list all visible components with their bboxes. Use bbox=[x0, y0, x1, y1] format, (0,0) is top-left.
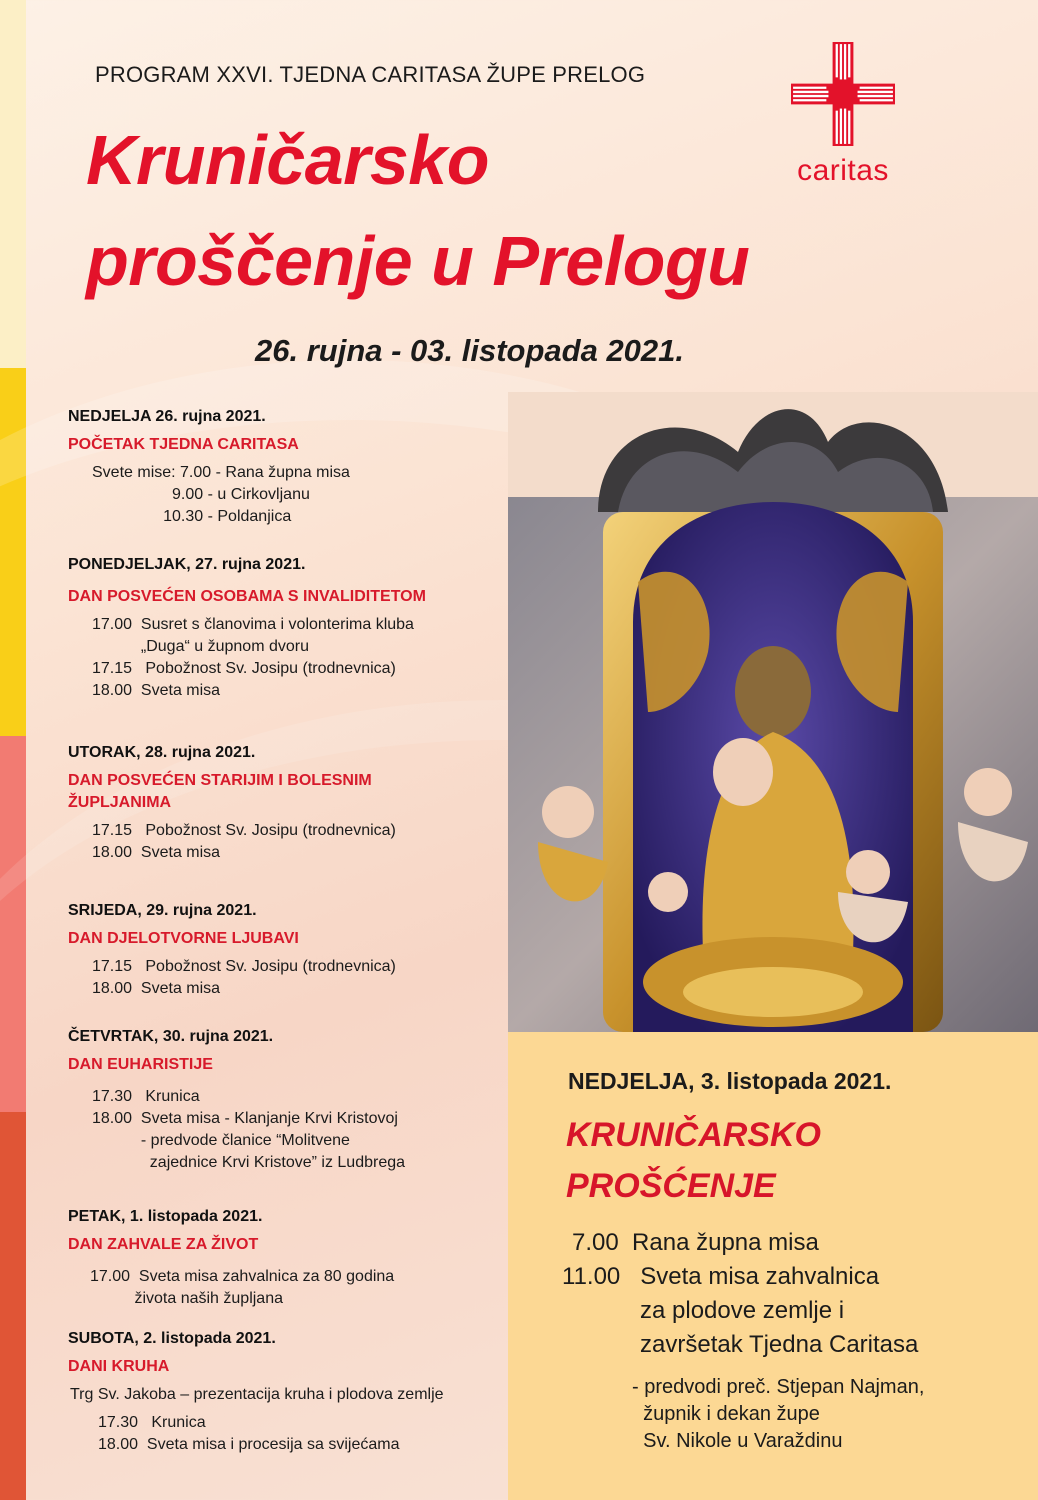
title-line-1: Kruničarsko bbox=[86, 121, 489, 199]
day-theme: DAN POSVEĆEN OSOBAMA S INVALIDITETOM bbox=[68, 588, 426, 605]
schedule-entry: 17.15 Pobožnost Sv. Josipu (trodnevnica) bbox=[92, 822, 396, 839]
final-day-title-line-2: PROŠĆENJE bbox=[566, 1167, 776, 1205]
schedule-entry: 18.00 Sveta misa - Klanjanje Krvi Kristovoj bbox=[92, 1110, 398, 1127]
stripe-yellow bbox=[0, 368, 26, 736]
schedule-entry: Trg Sv. Jakoba – prezentacija kruha i plodova zemlje bbox=[70, 1386, 444, 1403]
day-block bbox=[68, 556, 518, 702]
final-day-box bbox=[508, 1032, 1038, 1500]
day-theme: DAN ZAHVALE ZA ŽIVOT bbox=[68, 1236, 259, 1253]
final-day-note: Sv. Nikole u Varaždinu bbox=[632, 1430, 843, 1452]
title-line-2: proščenje u Prelogu bbox=[86, 222, 750, 300]
caritas-logo bbox=[778, 42, 908, 212]
day-block bbox=[68, 408, 518, 528]
final-day-entry: 11.00 Sveta misa zahvalnica bbox=[562, 1263, 880, 1290]
schedule-entry: zajednice Krvi Kristove” iz Ludbrega bbox=[92, 1154, 406, 1171]
final-day-note: župnik i dekan župe bbox=[632, 1403, 820, 1425]
schedule-entry: života naših župljana bbox=[90, 1290, 283, 1307]
schedule-entry: 9.00 - u Cirkovljanu bbox=[92, 486, 310, 503]
day-block bbox=[68, 1330, 518, 1456]
day-theme: DANI KRUHA bbox=[68, 1358, 170, 1375]
schedule-entry: 10.30 - Poldanjica bbox=[92, 508, 292, 525]
day-heading: PETAK, 1. listopada 2021. bbox=[68, 1208, 263, 1225]
schedule-entry: „Duga“ u župnom dvoru bbox=[92, 638, 309, 655]
day-theme: DAN DJELOTVORNE LJUBAVI bbox=[68, 930, 299, 947]
day-heading: SRIJEDA, 29. rujna 2021. bbox=[68, 902, 257, 919]
final-day-note: - predvodi preč. Stjepan Najman, bbox=[632, 1376, 925, 1398]
day-theme: DAN EUHARISTIJE bbox=[68, 1056, 213, 1073]
caritas-logo-text: caritas bbox=[797, 154, 889, 187]
final-day-heading: NEDJELJA, 3. listopada 2021. bbox=[568, 1068, 892, 1094]
schedule-entry: - predvode članice “Molitvene bbox=[92, 1132, 350, 1149]
schedule-entry: Svete mise: 7.00 - Rana župna misa bbox=[92, 464, 350, 481]
stripe-pink bbox=[0, 736, 26, 1112]
day-block bbox=[68, 902, 518, 1000]
stripe-red bbox=[0, 1112, 26, 1500]
day-block bbox=[68, 1028, 518, 1174]
day-heading: NEDJELJA 26. rujna 2021. bbox=[68, 408, 266, 425]
event-dates: 26. rujna - 03. listopada 2021. bbox=[255, 333, 685, 368]
stripe-cream bbox=[0, 0, 26, 368]
schedule-entry: 17.00 Susret s članovima i volonterima kluba bbox=[92, 616, 414, 633]
schedule-entry: 17.30 Krunica bbox=[92, 1088, 200, 1105]
schedule-entry: 18.00 Sveta misa i procesija sa svijećama bbox=[98, 1436, 400, 1453]
caritas-cross-icon bbox=[791, 42, 895, 146]
day-theme: POČETAK TJEDNA CARITASA bbox=[68, 436, 299, 453]
day-heading: ČETVRTAK, 30. rujna 2021. bbox=[68, 1028, 274, 1045]
final-day-entry: za plodove zemlje i bbox=[640, 1297, 845, 1324]
schedule-entry: 17.15 Pobožnost Sv. Josipu (trodnevnica) bbox=[92, 958, 396, 975]
day-theme: DAN POSVEĆEN STARIJIM I BOLESNIM ŽUPLJANIMA bbox=[68, 772, 372, 811]
day-block bbox=[68, 1208, 518, 1310]
day-heading: UTORAK, 28. rujna 2021. bbox=[68, 744, 256, 761]
schedule-entry: 18.00 Sveta misa bbox=[92, 980, 221, 997]
final-day-entry: 7.00 Rana župna misa bbox=[572, 1229, 819, 1256]
altar-image bbox=[508, 392, 1038, 1032]
schedule-entry: 18.00 Sveta misa bbox=[92, 844, 221, 861]
final-day-entry: završetak Tjedna Caritasa bbox=[640, 1331, 919, 1358]
schedule-entry: 17.30 Krunica bbox=[98, 1414, 206, 1431]
schedule-entry: 17.15 Pobožnost Sv. Josipu (trodnevnica) bbox=[92, 660, 396, 677]
pretitle: PROGRAM XXVI. TJEDNA CARITASA ŽUPE PRELOG bbox=[95, 62, 646, 87]
schedule-entry: 18.00 Sveta misa bbox=[92, 682, 221, 699]
final-day-title-line-1: KRUNIČARSKO bbox=[566, 1116, 821, 1154]
day-block bbox=[68, 744, 518, 864]
day-heading: PONEDJELJAK, 27. rujna 2021. bbox=[68, 556, 306, 573]
schedule-entry: 17.00 Sveta misa zahvalnica za 80 godina bbox=[90, 1268, 395, 1285]
day-heading: SUBOTA, 2. listopada 2021. bbox=[68, 1330, 276, 1347]
